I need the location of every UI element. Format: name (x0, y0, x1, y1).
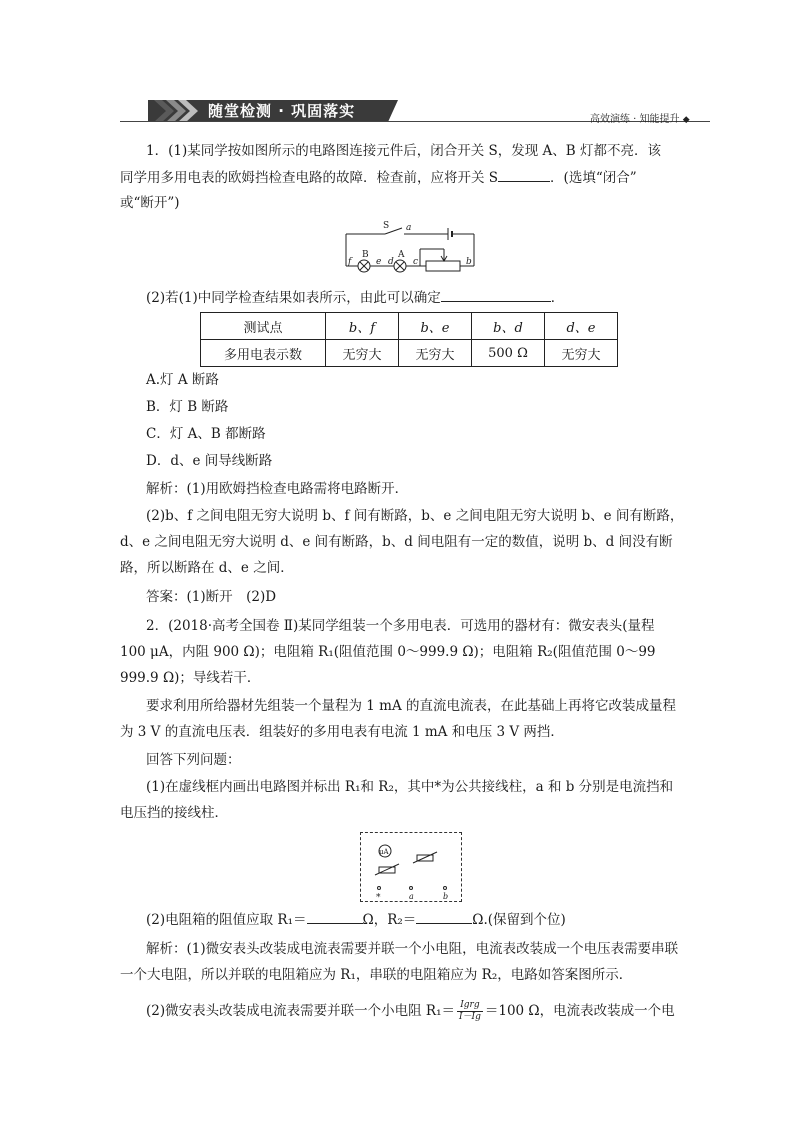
q1-analysis-line1: 解析：(1)用欧姆挡检查电路需将电路断开． (146, 481, 409, 497)
fraction (457, 1000, 483, 1023)
label-a: a (406, 223, 412, 233)
q1-part2 (146, 286, 684, 309)
table-header-cell: 测试点 (201, 313, 326, 340)
dashed-drawing-box[interactable] (360, 832, 462, 902)
label-f: f (348, 257, 352, 267)
q1-part2-tail: ． (550, 290, 565, 306)
label-lamp-a: A (398, 250, 405, 260)
r2-answer-blank[interactable] (416, 908, 472, 924)
table-cell: 无穷大 (399, 340, 472, 367)
q2-part2-text-c: Ω.(保留到个位) (472, 912, 566, 928)
q1-stem-line2-text: 同学用多用电表的欧姆挡检查电路的故障．检查前，应将开关 S (120, 170, 499, 186)
option-d[interactable]: D．d、e 间导线断路 (146, 453, 273, 469)
table-row (201, 340, 618, 367)
terminal-b: b (443, 892, 449, 901)
q1-analysis-paragraph: (2)b、f 之间电阻无穷大说明 b、f 间有断路，b、e 之间电阻无穷大说明 b、e 间有断路，d、e 之间电阻无穷大说明 d、e 间有断路，b、d 间电阻有一定的数值，说明 b、d 间没有断路，所以断路在 d、e 之间． (120, 508, 684, 576)
table-header-cell: d、e (545, 313, 618, 340)
q2-part2-text-a: (2)电阻箱的阻值应取 R₁＝ (146, 912, 307, 928)
label-c: c (413, 257, 419, 267)
option-b[interactable]: B．灯 B 断路 (146, 399, 229, 415)
header-tagline (590, 110, 690, 125)
label-b: b (466, 257, 472, 267)
q1-stem-line2 (120, 166, 684, 189)
test-result-table (200, 312, 618, 367)
q2-analysis-p2-text: (2)微安表头改装成电流表需要并联一个小电阻 R₁＝ (146, 1003, 455, 1019)
r1-answer-blank[interactable] (307, 908, 363, 924)
section-banner (148, 100, 398, 122)
label-e: e (376, 257, 382, 267)
chevron-arrows-icon (148, 100, 208, 122)
diamond-icon: ◆ (682, 115, 690, 125)
table-header-cell: b、e (399, 313, 472, 340)
q2-prompt: 回答下列问题： (146, 752, 241, 768)
label-d: d (388, 257, 394, 267)
q2-part2-text-b: Ω，R₂＝ (362, 912, 417, 928)
table-header-cell: b、d (472, 313, 545, 340)
q2-part2 (146, 908, 684, 931)
q2-stem-paragraph2: 要求利用所给器材先组装一个量程为 1 mA 的直流电流表，在此基础上再将它改装成量程为 3 V 的直流电压表．组装好的多用电表有电流 1 mA 和电压 3 V 两挡． (120, 698, 677, 740)
q1-answer-blank-2[interactable] (441, 286, 551, 302)
terminal-star: * (376, 893, 381, 901)
q1-answer: 答案：(1)断开 (2)D (146, 589, 277, 605)
q1-stem-line2-tail: ．(选填“闭合” (550, 170, 637, 186)
table-header-cell: b、f (326, 313, 399, 340)
q1-stem-line3: 或“断开”) (120, 195, 180, 211)
table-cell: 无穷大 (326, 340, 399, 367)
q2-analysis-p2-tail: ＝100 Ω，电流表改装成一个电 (484, 1003, 675, 1019)
q1-part2-text: (2)若(1)中同学检查结果如表所示，由此可以确定 (146, 290, 441, 306)
tagline-text: 高效演练 · 知能提升 (590, 114, 680, 125)
q2-analysis-paragraph1: 解析：(1)微安表头改装成电流表需要并联一个小电阻，电流表改装成一个电压表需要串联一个大电阻，所以并联的电阻箱应为 R₁，串联的电阻箱应为 R₂，电路如答案图所示． (120, 941, 679, 983)
circuit-diagram-1 (340, 216, 480, 276)
table-cell: 多用电表示数 (201, 340, 326, 367)
q1-stem-line1: 1．(1)某同学按如图所示的电路图连接元件后，闭合开关 S，发现 A、B 灯都不亮．该 (146, 143, 662, 159)
label-switch: S (383, 221, 390, 231)
component-symbols (361, 833, 461, 901)
terminal-a: a (409, 892, 414, 901)
q2-part1: (1)在虚线框内画出电路图并标出 R₁和 R₂，其中*为公共接线柱，a 和 b 分别是电流挡和电压挡的接线柱． (120, 779, 674, 821)
banner-title: 随堂检测 · 巩固落实 (208, 102, 356, 120)
table-cell: 无穷大 (545, 340, 618, 367)
fraction-denominator: I－Ig (459, 1012, 481, 1022)
q1-answer-blank-1[interactable] (498, 166, 550, 182)
table-header-row (201, 313, 618, 340)
option-a[interactable]: A.灯 A 断路 (146, 372, 219, 388)
q2-stem-paragraph1: 2．(2018·高考全国卷 Ⅱ)某同学组装一个多用电表．可选用的器材有：微安表头(量程 100 μA，内阻 900 Ω)；电阻箱 R₁(阻值范围 0～999.9 Ω)；电阻箱 R₂(阻值范围 0～99 999.9 Ω)；导线若干． (120, 618, 656, 686)
meter-label: μA (379, 848, 389, 856)
q2-analysis-paragraph2 (146, 1000, 684, 1023)
table-cell: 500 Ω (472, 340, 545, 367)
option-c[interactable]: C．灯 A、B 都断路 (146, 426, 266, 442)
label-lamp-b: B (362, 250, 369, 260)
fraction-numerator: Igrg (457, 1000, 483, 1012)
